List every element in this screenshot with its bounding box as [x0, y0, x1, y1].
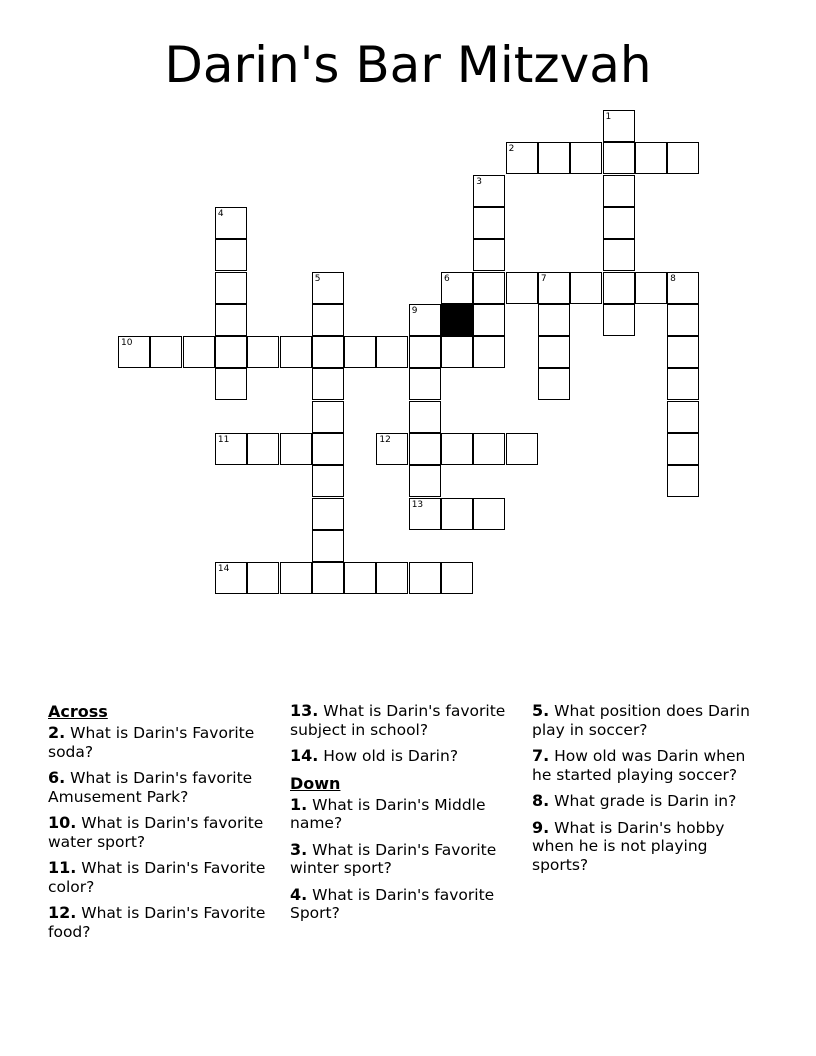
- grid-cell[interactable]: [215, 336, 247, 368]
- grid-cell[interactable]: [280, 336, 312, 368]
- clue-column-2: [290, 702, 526, 931]
- clue-text: How old was Darin when he started playing soccer?: [532, 747, 746, 784]
- down-heading: Down: [290, 773, 341, 793]
- grid-cell[interactable]: [344, 562, 376, 594]
- grid-cell[interactable]: [376, 562, 408, 594]
- grid-cell[interactable]: [312, 336, 344, 368]
- grid-cell[interactable]: [538, 336, 570, 368]
- grid-cell[interactable]: [635, 272, 667, 304]
- clue-number: 11.: [48, 858, 77, 877]
- grid-cell[interactable]: [215, 239, 247, 271]
- clue-down-1: [290, 796, 526, 833]
- grid-cell[interactable]: [312, 465, 344, 497]
- clue-number: 12.: [48, 903, 77, 922]
- grid-cell[interactable]: [441, 336, 473, 368]
- grid-cell[interactable]: [409, 433, 441, 465]
- grid-cell[interactable]: [409, 465, 441, 497]
- grid-cell[interactable]: [603, 304, 635, 336]
- clue-text: What is Darin's Favorite soda?: [48, 724, 255, 761]
- clue-down-8: [532, 792, 768, 811]
- grid-cell[interactable]: [312, 562, 344, 594]
- clue-across-13: [290, 702, 526, 739]
- grid-cell[interactable]: [280, 433, 312, 465]
- grid-cell[interactable]: [409, 368, 441, 400]
- grid-cell[interactable]: [473, 304, 505, 336]
- grid-cell[interactable]: [312, 433, 344, 465]
- grid-cell[interactable]: [667, 272, 699, 304]
- grid-cell[interactable]: [247, 336, 279, 368]
- grid-cell[interactable]: [441, 433, 473, 465]
- clue-text: What position does Darin play in soccer?: [532, 702, 750, 739]
- clue-down-7: [532, 747, 768, 784]
- grid-cell[interactable]: [441, 562, 473, 594]
- grid-cell[interactable]: [312, 401, 344, 433]
- clue-text: How old is Darin?: [318, 747, 459, 765]
- clue-number: 7.: [532, 746, 550, 765]
- grid-cell[interactable]: [215, 562, 247, 594]
- grid-cell[interactable]: [538, 272, 570, 304]
- clue-across-12: [48, 904, 284, 941]
- clue-text: What grade is Darin in?: [549, 792, 737, 810]
- grid-cell[interactable]: [215, 207, 247, 239]
- grid-cell[interactable]: [538, 142, 570, 174]
- clue-number-label: 9: [411, 305, 418, 316]
- clue-text: What is Darin's Favorite food?: [48, 904, 266, 941]
- grid-cell[interactable]: [667, 368, 699, 400]
- grid-cell[interactable]: [570, 272, 602, 304]
- grid-cell[interactable]: [538, 368, 570, 400]
- clue-number-label: 10: [121, 338, 133, 349]
- clue-text: What is Darin's favorite Sport?: [290, 885, 495, 922]
- clue-text: What is Darin's favorite Amusement Park?: [48, 769, 253, 806]
- grid-cell[interactable]: [344, 336, 376, 368]
- grid-cell[interactable]: [506, 433, 538, 465]
- grid-cell[interactable]: [312, 498, 344, 530]
- clue-text: What is Darin's Favorite winter sport?: [290, 840, 497, 877]
- clue-column-1: [48, 702, 284, 949]
- grid-cell[interactable]: [247, 433, 279, 465]
- clue-number: 5.: [532, 701, 550, 720]
- grid-cell[interactable]: [473, 239, 505, 271]
- clue-down-5: [532, 702, 768, 739]
- grid-cell[interactable]: [150, 336, 182, 368]
- grid-cell[interactable]: [409, 336, 441, 368]
- clue-down-9: [532, 819, 768, 875]
- clue-number: 13.: [290, 701, 319, 720]
- grid-cell[interactable]: [635, 142, 667, 174]
- clue-number: 8.: [532, 791, 550, 810]
- clue-number-label: 14: [217, 564, 230, 575]
- grid-cell[interactable]: [473, 498, 505, 530]
- clue-down-4: [290, 886, 526, 923]
- clue-number-label: 6: [444, 273, 450, 284]
- grid-cell[interactable]: [667, 433, 699, 465]
- clue-number-label: 5: [314, 273, 321, 284]
- grid-cell[interactable]: [603, 207, 635, 239]
- grid-cell[interactable]: [667, 304, 699, 336]
- clue-number-label: 7: [540, 273, 547, 284]
- clue-number-label: 2: [508, 144, 515, 155]
- clue-text: What is Darin's favorite subject in school?: [290, 702, 506, 739]
- grid-cell[interactable]: [215, 368, 247, 400]
- clue-number: 10.: [48, 813, 77, 832]
- clue-across-11: [48, 859, 284, 896]
- clue-number: 1.: [290, 794, 308, 814]
- clue-number-label: 11: [217, 435, 230, 445]
- grid-cell[interactable]: [409, 401, 441, 433]
- grid-cell[interactable]: [215, 272, 247, 304]
- grid-cell[interactable]: [312, 530, 344, 562]
- clue-text: What is Darin's hobby when he is not playing sports?: [532, 818, 725, 874]
- clue-down-3: [290, 841, 526, 878]
- grid-cell[interactable]: [376, 433, 408, 465]
- clue-number: 6.: [48, 768, 66, 787]
- clue-across-2: [48, 724, 284, 761]
- clue-across-10: [48, 814, 284, 851]
- grid-cell[interactable]: [506, 272, 538, 304]
- grid-cell[interactable]: [473, 272, 505, 304]
- grid-cell[interactable]: [667, 401, 699, 433]
- grid-cell[interactable]: [603, 110, 635, 142]
- grid-cell[interactable]: [409, 498, 441, 530]
- grid-cell[interactable]: [570, 142, 602, 174]
- grid-cell[interactable]: [409, 304, 441, 336]
- clue-across-14: [290, 747, 526, 766]
- grid-cell[interactable]: [603, 142, 635, 174]
- grid-cell[interactable]: [473, 175, 505, 207]
- clue-number-label: 8: [670, 273, 676, 284]
- clue-column-3: [532, 702, 768, 882]
- clue-across-6: [48, 769, 284, 806]
- grid-cell[interactable]: [376, 336, 408, 368]
- grid-cell[interactable]: [473, 433, 505, 465]
- clue-number-label: 12: [379, 435, 391, 445]
- clue-text: What is Darin's Middle name?: [290, 795, 486, 832]
- across-heading: Across: [48, 702, 108, 721]
- grid-cell[interactable]: [603, 239, 635, 271]
- grid-cell[interactable]: [538, 304, 570, 336]
- grid-cell[interactable]: [183, 336, 215, 368]
- clue-number: 4.: [290, 884, 308, 904]
- grid-cell[interactable]: [312, 368, 344, 400]
- clue-number: 3.: [290, 839, 308, 859]
- grid-block-cell: [441, 304, 473, 336]
- clue-text: What is Darin's Favorite color?: [48, 859, 266, 896]
- grid-cell[interactable]: [247, 562, 279, 594]
- grid-cell[interactable]: [441, 272, 473, 304]
- grid-cell[interactable]: [667, 465, 699, 497]
- grid-cell[interactable]: [473, 207, 505, 239]
- clue-number-label: 3: [476, 176, 483, 187]
- grid-cell[interactable]: [667, 142, 699, 174]
- grid-cell[interactable]: [441, 498, 473, 530]
- grid-cell[interactable]: [409, 562, 441, 594]
- grid-cell[interactable]: [312, 272, 344, 304]
- grid-cell[interactable]: [603, 175, 635, 207]
- grid-cell[interactable]: [312, 304, 344, 336]
- grid-cell[interactable]: [215, 304, 247, 336]
- grid-cell[interactable]: [473, 336, 505, 368]
- clue-text: What is Darin's favorite water sport?: [48, 814, 264, 851]
- grid-cell[interactable]: [118, 336, 150, 368]
- clue-number: 14.: [290, 746, 319, 765]
- grid-cell[interactable]: [280, 562, 312, 594]
- grid-cell[interactable]: [215, 433, 247, 465]
- clue-number: 2.: [48, 723, 66, 742]
- clue-number-label: 13: [411, 499, 424, 510]
- clue-number-label: 1: [605, 112, 612, 122]
- page-title: Darin's Bar Mitzvah: [164, 36, 652, 94]
- grid-cell[interactable]: [667, 336, 699, 368]
- clue-number-label: 4: [217, 208, 224, 219]
- grid-cell[interactable]: [603, 272, 635, 304]
- clue-number: 9.: [532, 817, 550, 837]
- grid-cell[interactable]: [506, 142, 538, 174]
